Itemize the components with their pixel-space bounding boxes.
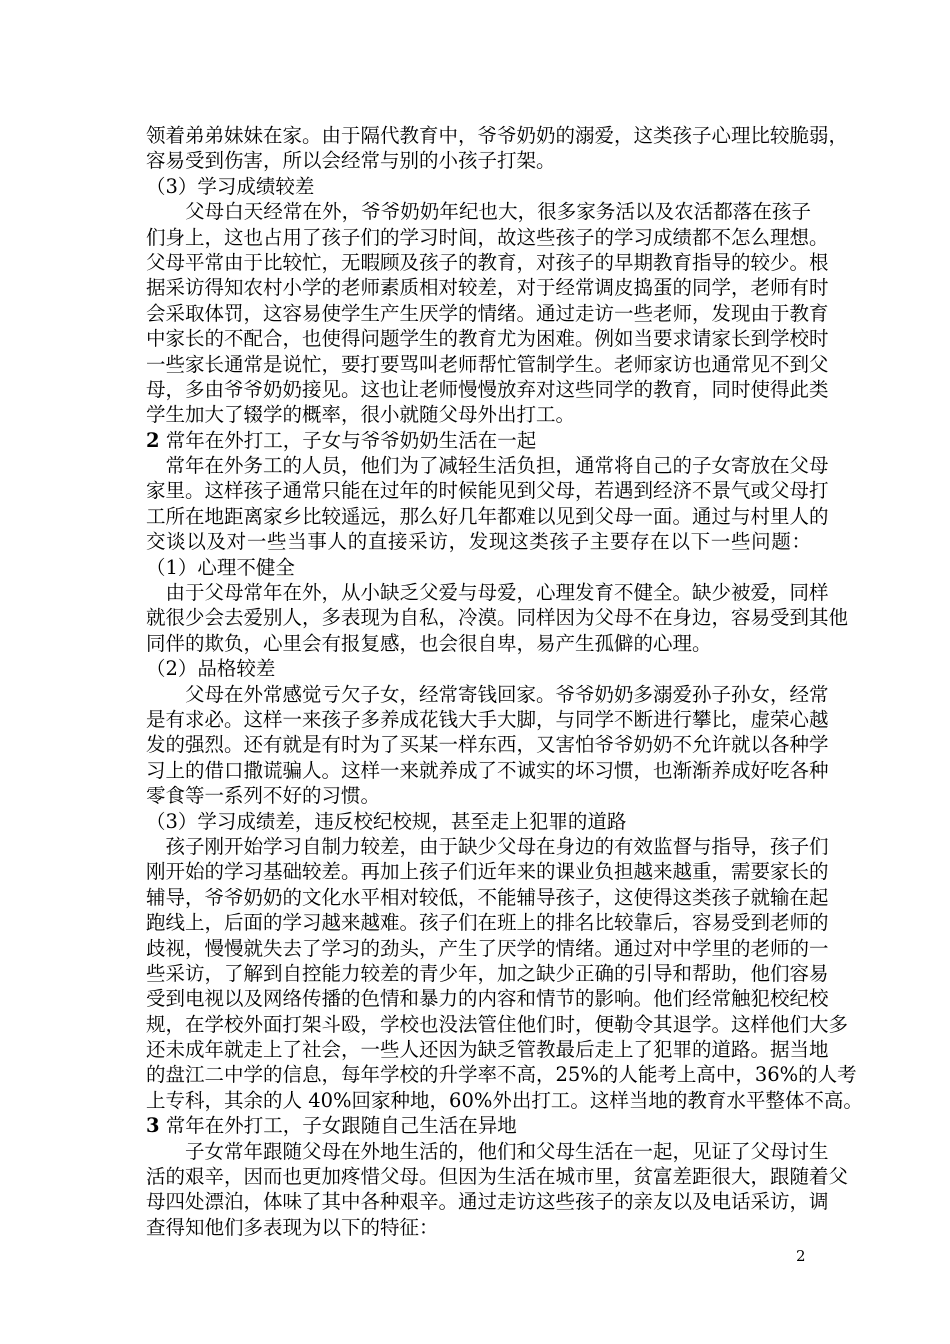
text-line: 些采访，了解到自控能力较差的青少年，加之缺少正确的引导和帮助，他们容易 bbox=[146, 961, 829, 985]
text-line: （3）学习成绩差，违反校纪校规，甚至走上犯罪的道路 bbox=[146, 809, 627, 833]
text-line: 活的艰辛，因而也更加疼惜父母。但因为生活在城市里，贫富差距很大，跟随着父 bbox=[146, 1165, 849, 1189]
section-number: 2 bbox=[146, 428, 160, 452]
text-line: 一些家长通常是说忙，要打要骂叫老师帮忙管制学生。老师家访也通常见不到父 bbox=[146, 352, 829, 376]
text-line: 由于父母常年在外，从小缺乏父爱与母爱，心理发育不健全。缺少被爱，同样 bbox=[146, 581, 829, 605]
text-line: 上专科，其余的人 40%回家种地，60%外出打工。这样当地的教育水平整体不高。 bbox=[146, 1088, 863, 1112]
text-line: 就很少会去爱别人，多表现为自私，冷漠。同样因为父母不在身边，容易受到其他 bbox=[146, 606, 849, 630]
document-body bbox=[146, 123, 863, 1240]
text-line: 规，在学校外面打架斗殴，学校也没法管住他们时，便勒令其退学。这样他们大多 bbox=[146, 1012, 849, 1036]
page-number: 2 bbox=[796, 1247, 806, 1265]
text-line: 常年在外务工的人员，他们为了减轻生活负担，通常将自己的子女寄放在父母 bbox=[146, 454, 829, 478]
text-line: 同伴的欺负，心里会有报复感，也会很自卑，易产生孤僻的心理。 bbox=[146, 631, 712, 655]
section-heading-text: 常年在外打工，子女与爷爷奶奶生活在一起 bbox=[159, 428, 537, 452]
text-line: 母，多由爷爷奶奶接见。这也让老师慢慢放弃对这些同学的教育，同时使得此类 bbox=[146, 377, 829, 401]
text-line: 们身上，这也占用了孩子们的学习时间，故这些孩子的学习成绩都不怎么理想。 bbox=[146, 225, 829, 249]
text-line: 母四处漂泊，体味了其中各种艰辛。通过走访这些孩子的亲友以及电话采访，调 bbox=[146, 1190, 829, 1214]
text-line: 父母白天经常在外，爷爷奶奶年纪也大，很多家务活以及农活都落在孩子 bbox=[146, 200, 811, 224]
text-line: （2）品格较差 bbox=[146, 657, 276, 681]
text-line: 受到电视以及网络传播的色情和暴力的内容和情节的影响。他们经常触犯校纪校 bbox=[146, 987, 829, 1011]
text-line: 容易受到伤害，所以会经常与别的小孩子打架。 bbox=[146, 149, 556, 173]
text-line: 习上的借口撒谎骗人。这样一来就养成了不诚实的坏习惯，也渐渐养成好吃各种 bbox=[146, 758, 829, 782]
text-line: 刚开始的学习基础较差。再加上孩子们近年来的课业负担越来越重，需要家长的 bbox=[146, 860, 829, 884]
text-line: 工所在地距离家乡比较遥远，那么好几年都难以见到父母一面。通过与村里人的 bbox=[146, 504, 829, 528]
text-line: 发的强烈。还有就是有时为了买某一样东西，又害怕爷爷奶奶不允许就以各种学 bbox=[146, 733, 829, 757]
text-line: 领着弟弟妹妹在家。由于隔代教育中，爷爷奶奶的溺爱，这类孩子心理比较脆弱， bbox=[146, 124, 849, 147]
text-line: 据采访得知农村小学的老师素质相对较差，对于经常调皮捣蛋的同学，老师有时 bbox=[146, 276, 829, 300]
text-line: 交谈以及对一些当事人的直接采访，发现这类孩子主要存在以下一些问题： bbox=[146, 530, 811, 554]
text-line: 父母在外常感觉亏欠子女，经常寄钱回家。爷爷奶奶多溺爱孙子孙女，经常 bbox=[146, 682, 829, 706]
text-line: 父母平常由于比较忙，无暇顾及孩子的教育，对孩子的早期教育指导的较少。根 bbox=[146, 250, 829, 274]
text-line: （1）心理不健全 bbox=[146, 555, 295, 579]
text-line: 会采取体罚，这容易使学生产生厌学的情绪。通过走访一些老师，发现由于教育 bbox=[146, 301, 829, 325]
text-line: 中家长的不配合，也使得问题学生的教育尤为困难。例如当要求请家长到学校时 bbox=[146, 327, 829, 351]
text-line: 孩子刚开始学习自制力较差，由于缺少父母在身边的有效监督与指导，孩子们 bbox=[146, 834, 829, 858]
text-line: 辅导，爷爷奶奶的文化水平相对较低，不能辅导孩子，这使得这类孩子就输在起 bbox=[146, 885, 829, 909]
text-line: 零食等一系列不好的习惯。 bbox=[146, 784, 381, 808]
text-line: 子女常年跟随父母在外地生活的，他们和父母生活在一起，见证了父母讨生 bbox=[146, 1139, 829, 1163]
text-line: 学生加大了辍学的概率，很小就随父母外出打工。 bbox=[146, 403, 576, 427]
section-number: 3 bbox=[146, 1114, 160, 1138]
text-line: 跑线上，后面的学习越来越难。孩子们在班上的排名比较靠后，容易受到老师的 bbox=[146, 911, 829, 935]
text-line: 查得知他们多表现为以下的特征： bbox=[146, 1215, 439, 1239]
text-line: 还未成年就走上了社会，一些人还因为缺乏管教最后走上了犯罪的道路。据当地 bbox=[146, 1038, 829, 1062]
text-line: 歧视，慢慢就失去了学习的劲头，产生了厌学的情绪。通过对中学里的老师的一 bbox=[146, 936, 829, 960]
text-line: 的盘江二中学的信息，每年学校的升学率不高，25%的人能考上高中，36%的人考 bbox=[146, 1063, 857, 1087]
text-line bbox=[146, 428, 811, 453]
text-line bbox=[146, 1113, 811, 1138]
text-line: 是有求必。这样一来孩子多养成花钱大手大脚，与同学不断进行攀比，虚荣心越 bbox=[146, 707, 829, 731]
text-line: （3）学习成绩较差 bbox=[146, 174, 315, 198]
text-line: 家里。这样孩子通常只能在过年的时候能见到父母，若遇到经济不景气或父母打 bbox=[146, 479, 829, 503]
section-heading-text: 常年在外打工，子女跟随自己生活在异地 bbox=[159, 1114, 517, 1138]
